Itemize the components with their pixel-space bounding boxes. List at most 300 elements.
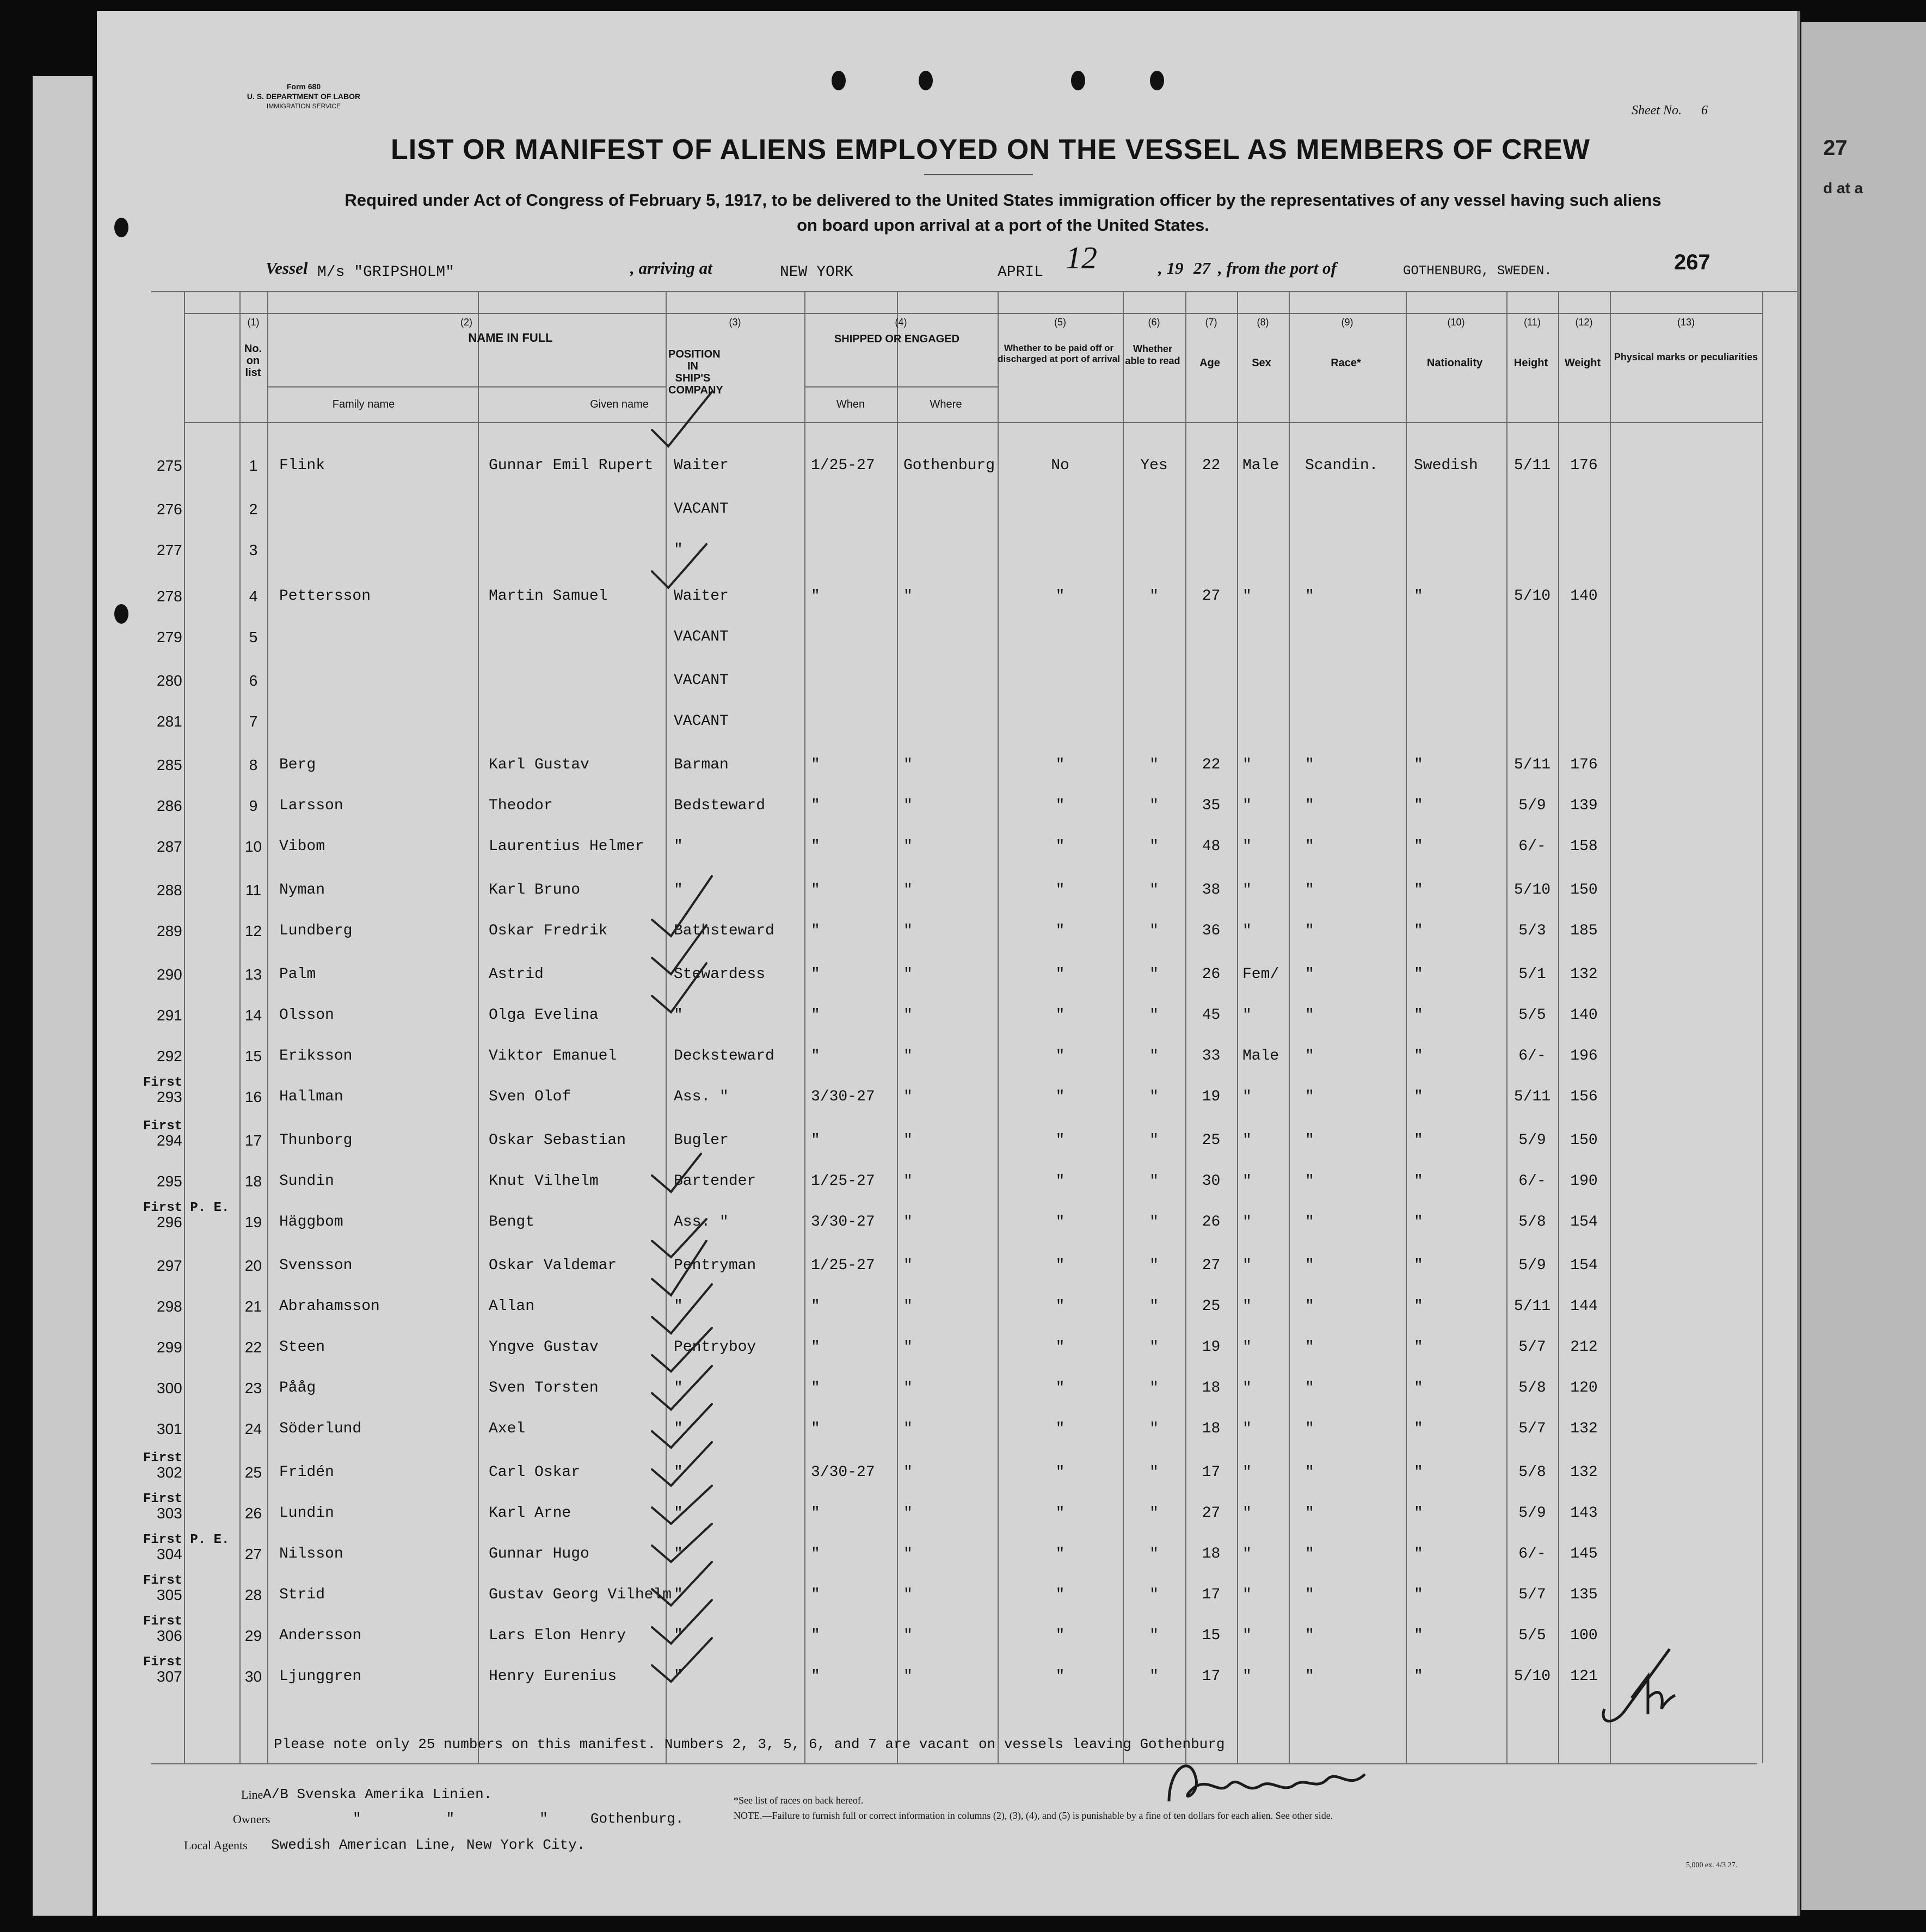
cell-nationality: Swedish bbox=[1414, 457, 1478, 474]
cell-margin-number: 293 bbox=[157, 1088, 182, 1105]
cell-race: " bbox=[1305, 756, 1314, 773]
cell-height: 6/- bbox=[1518, 1546, 1546, 1562]
cell-where-shipped: " bbox=[903, 882, 913, 899]
cell-able-to-read: " bbox=[1149, 797, 1159, 814]
cell-where-shipped: " bbox=[903, 1257, 913, 1274]
cell-age: 18 bbox=[1202, 1380, 1221, 1396]
cell-position: Pentryboy bbox=[674, 1339, 756, 1356]
cell-family-name: Nilsson bbox=[279, 1546, 343, 1562]
cell-weight: 143 bbox=[1570, 1505, 1598, 1522]
year-prefix: , 19 bbox=[1158, 259, 1184, 278]
cell-when-shipped: " bbox=[811, 1048, 820, 1065]
cell-race: " bbox=[1305, 838, 1314, 855]
cell-row-number: 5 bbox=[249, 629, 258, 645]
form-info bbox=[206, 82, 402, 111]
cell-nationality: " bbox=[1414, 1586, 1423, 1603]
cell-able-to-read: " bbox=[1149, 838, 1159, 855]
cell-able-to-read: " bbox=[1149, 1627, 1159, 1644]
cell-paid-off: " bbox=[1055, 882, 1065, 899]
cell-family-name: Lundin bbox=[279, 1505, 334, 1522]
cell-given-name: Gunnar Emil Rupert bbox=[489, 457, 654, 474]
subtitle-line-1: Required under Act of Congress of February 5, 1917, to be delivered to the United States immigration officer by the representatives of any vessel having such aliens bbox=[344, 190, 1662, 210]
cell-sex: Male bbox=[1242, 457, 1279, 474]
punch-hole bbox=[114, 604, 128, 624]
cell-race: " bbox=[1305, 1007, 1314, 1024]
column-number: (3) bbox=[729, 317, 741, 328]
cell-paid-off: " bbox=[1055, 1505, 1065, 1522]
cell-margin-number: 302 bbox=[157, 1464, 182, 1481]
cell-row-number: 24 bbox=[244, 1420, 262, 1437]
cell-paid-off: " bbox=[1055, 1546, 1065, 1562]
cell-position: " bbox=[674, 1007, 683, 1024]
punch-hole bbox=[114, 218, 128, 237]
cell-position: VACANT bbox=[674, 672, 729, 689]
cell-height: 5/9 bbox=[1518, 1132, 1546, 1149]
cell-row-number: 4 bbox=[249, 588, 258, 605]
cell-given-name: Axel bbox=[489, 1420, 526, 1437]
line-label: Line bbox=[241, 1788, 263, 1801]
cell-weight: 196 bbox=[1570, 1048, 1598, 1065]
header-sex: Sex bbox=[1252, 357, 1271, 369]
cell-height: 5/10 bbox=[1513, 588, 1551, 605]
cell-race: " bbox=[1305, 1088, 1314, 1105]
cell-position: " bbox=[674, 1505, 683, 1522]
cell-position: Decksteward bbox=[674, 1048, 774, 1065]
column-number: (12) bbox=[1575, 317, 1593, 328]
cell-weight: 156 bbox=[1570, 1088, 1598, 1105]
grid-vertical-line bbox=[1289, 291, 1290, 1763]
header-age: Age bbox=[1199, 357, 1220, 369]
cell-where-shipped: " bbox=[903, 922, 913, 939]
cell-race: " bbox=[1305, 966, 1314, 983]
cell-position: " bbox=[674, 1627, 683, 1644]
margin-note: First bbox=[143, 1614, 183, 1629]
cell-margin-number: 285 bbox=[157, 756, 182, 773]
cell-able-to-read: " bbox=[1149, 1048, 1159, 1065]
cell-family-name: Vibom bbox=[279, 838, 325, 855]
cell-race: " bbox=[1305, 797, 1314, 814]
cell-row-number: 10 bbox=[244, 838, 262, 855]
column-number: (7) bbox=[1205, 317, 1217, 328]
cell-when-shipped: " bbox=[811, 1505, 820, 1522]
cell-sex: " bbox=[1242, 588, 1252, 605]
grid-vertical-line bbox=[1762, 291, 1763, 1763]
cell-given-name: Viktor Emanuel bbox=[489, 1048, 617, 1065]
cell-row-number: 8 bbox=[249, 756, 258, 773]
cell-when-shipped: 3/30-27 bbox=[811, 1088, 875, 1105]
cell-height: 5/8 bbox=[1518, 1464, 1546, 1481]
adjacent-sheet bbox=[1801, 22, 1926, 1910]
cell-sex: " bbox=[1242, 1214, 1252, 1230]
cell-position: Barman bbox=[674, 756, 729, 773]
column-number: (10) bbox=[1447, 317, 1465, 328]
cell-margin-number: 287 bbox=[157, 838, 182, 855]
cell-age: 45 bbox=[1202, 1007, 1221, 1024]
cell-nationality: " bbox=[1414, 1007, 1423, 1024]
cell-age: 17 bbox=[1202, 1668, 1221, 1685]
cell-race: " bbox=[1305, 1546, 1314, 1562]
column-number: (1) bbox=[247, 317, 260, 328]
vessel-label: Vessel bbox=[266, 259, 308, 278]
header-physical-marks: Physical marks or peculiarities bbox=[1614, 352, 1758, 362]
cell-given-name: Oskar Fredrik bbox=[489, 922, 608, 939]
cell-position: " bbox=[674, 838, 683, 855]
cell-family-name: Andersson bbox=[279, 1627, 362, 1644]
cell-weight: 132 bbox=[1570, 1420, 1598, 1437]
grid-vertical-line bbox=[1506, 291, 1507, 1763]
cell-age: 48 bbox=[1202, 838, 1221, 855]
grid-vertical-line bbox=[1237, 291, 1238, 1763]
cell-race: " bbox=[1305, 1505, 1314, 1522]
header-able-to-read: Whether able to read bbox=[1125, 343, 1180, 366]
cell-family-name: Lundberg bbox=[279, 922, 353, 939]
header-name-in-full: NAME IN FULL bbox=[468, 331, 553, 344]
cell-height: 5/7 bbox=[1518, 1586, 1546, 1603]
punch-hole bbox=[1150, 71, 1164, 90]
cell-given-name: Theodor bbox=[489, 797, 553, 814]
cell-row-number: 22 bbox=[244, 1339, 262, 1356]
cell-able-to-read: " bbox=[1149, 1464, 1159, 1481]
grid-horizontal-line bbox=[184, 422, 1762, 423]
cell-given-name: Yngve Gustav bbox=[489, 1339, 599, 1356]
race-note: *See list of races on back hereof. bbox=[734, 1795, 864, 1806]
cell-where-shipped: " bbox=[903, 1007, 913, 1024]
cell-nationality: " bbox=[1414, 1546, 1423, 1562]
cell-age: 35 bbox=[1202, 797, 1221, 814]
cell-when-shipped: 3/30-27 bbox=[811, 1464, 875, 1481]
cell-when-shipped: " bbox=[811, 756, 820, 773]
cell-given-name: Sven Torsten bbox=[489, 1380, 599, 1396]
cell-nationality: " bbox=[1414, 1048, 1423, 1065]
header-family-name: Family name bbox=[332, 398, 395, 410]
cell-row-number: 20 bbox=[244, 1257, 262, 1274]
cell-position: " bbox=[674, 1298, 683, 1315]
cell-height: 5/8 bbox=[1518, 1380, 1546, 1396]
cell-margin-number: 275 bbox=[157, 457, 182, 474]
arriving-port: NEW YORK bbox=[780, 264, 853, 281]
cell-height: 5/10 bbox=[1513, 1668, 1551, 1685]
cell-where-shipped: " bbox=[903, 588, 913, 605]
cell-where-shipped: " bbox=[903, 1048, 913, 1065]
cell-margin-number: 303 bbox=[157, 1505, 182, 1522]
cell-paid-off: " bbox=[1055, 1173, 1065, 1190]
cell-paid-off: " bbox=[1055, 1257, 1065, 1274]
cell-family-name: Sundin bbox=[279, 1173, 334, 1190]
cell-when-shipped: " bbox=[811, 1298, 820, 1315]
grid-vertical-line bbox=[1610, 291, 1611, 1763]
cell-family-name: Larsson bbox=[279, 797, 343, 814]
cell-paid-off: " bbox=[1055, 1586, 1065, 1603]
cell-age: 30 bbox=[1202, 1173, 1221, 1190]
cell-position: Waiter bbox=[674, 588, 729, 605]
cell-paid-off: " bbox=[1055, 1132, 1065, 1149]
cell-sex: " bbox=[1242, 1627, 1252, 1644]
cell-row-number: 2 bbox=[249, 501, 258, 518]
cell-margin-number: 299 bbox=[157, 1339, 182, 1356]
cell-sex: " bbox=[1242, 1586, 1252, 1603]
department: U. S. DEPARTMENT OF LABOR bbox=[247, 92, 361, 101]
margin-note: First P. E. bbox=[143, 1201, 230, 1215]
cell-nationality: " bbox=[1414, 838, 1423, 855]
cell-margin-number: 307 bbox=[157, 1668, 182, 1685]
cell-weight: 150 bbox=[1570, 1132, 1598, 1149]
cell-paid-off: " bbox=[1055, 838, 1065, 855]
cell-given-name: Gunnar Hugo bbox=[489, 1546, 589, 1562]
cell-paid-off: " bbox=[1055, 1048, 1065, 1065]
cell-position: Bathsteward bbox=[674, 922, 774, 939]
cell-margin-number: 290 bbox=[157, 966, 182, 983]
cell-margin-number: 278 bbox=[157, 588, 182, 605]
manifest-title: LIST OR MANIFEST OF ALIENS EMPLOYED ON THE VESSEL AS MEMBERS OF CREW bbox=[391, 134, 1590, 165]
cell-position: " bbox=[674, 1586, 683, 1603]
cell-paid-off: " bbox=[1055, 756, 1065, 773]
cell-age: 17 bbox=[1202, 1464, 1221, 1481]
cell-margin-number: 300 bbox=[157, 1380, 182, 1396]
cell-margin-number: 288 bbox=[157, 882, 182, 899]
cell-family-name: Steen bbox=[279, 1339, 325, 1356]
cell-given-name: Laurentius Helmer bbox=[489, 838, 644, 855]
cell-where-shipped: " bbox=[903, 1668, 913, 1685]
manifest-subtitle bbox=[238, 188, 1768, 238]
cell-sex: " bbox=[1242, 1007, 1252, 1024]
cell-when-shipped: " bbox=[811, 966, 820, 983]
form-number: Form 680 bbox=[286, 82, 321, 91]
cell-where-shipped: " bbox=[903, 1464, 913, 1481]
cell-row-number: 6 bbox=[249, 672, 258, 689]
cell-margin-number: 281 bbox=[157, 713, 182, 730]
cell-when-shipped: " bbox=[811, 1132, 820, 1149]
cell-position: Ass. " bbox=[674, 1088, 729, 1105]
grid-vertical-line bbox=[998, 291, 999, 1763]
cell-able-to-read: " bbox=[1149, 1007, 1159, 1024]
left-scan-margin bbox=[0, 0, 97, 1932]
cell-height: 5/5 bbox=[1518, 1007, 1546, 1024]
cell-height: 5/5 bbox=[1518, 1627, 1546, 1644]
cell-weight: 100 bbox=[1570, 1627, 1598, 1644]
cell-family-name: Häggbom bbox=[279, 1214, 343, 1230]
cell-able-to-read: " bbox=[1149, 1380, 1159, 1396]
cell-race: " bbox=[1305, 1420, 1314, 1437]
cell-row-number: 11 bbox=[245, 882, 262, 899]
cell-where-shipped: " bbox=[903, 1586, 913, 1603]
grid-horizontal-line bbox=[804, 386, 998, 387]
cell-position: " bbox=[674, 1546, 683, 1562]
cell-race: " bbox=[1305, 588, 1314, 605]
cell-given-name: Astrid bbox=[489, 966, 544, 983]
cell-position: " bbox=[674, 542, 683, 558]
cell-when-shipped: " bbox=[811, 588, 820, 605]
cell-where-shipped: " bbox=[903, 1627, 913, 1644]
cell-race: " bbox=[1305, 1257, 1314, 1274]
cell-weight: 140 bbox=[1570, 1007, 1598, 1024]
cell-paid-off: " bbox=[1055, 922, 1065, 939]
cell-height: 5/9 bbox=[1518, 797, 1546, 814]
cell-age: 38 bbox=[1202, 882, 1221, 899]
cell-given-name: Olga Evelina bbox=[489, 1007, 599, 1024]
cell-age: 19 bbox=[1202, 1339, 1221, 1356]
cell-nationality: " bbox=[1414, 1257, 1423, 1274]
cell-nationality: " bbox=[1414, 922, 1423, 939]
cell-margin-number: 298 bbox=[157, 1298, 182, 1315]
cell-race: " bbox=[1305, 1173, 1314, 1190]
cell-margin-number: 294 bbox=[157, 1132, 182, 1149]
cell-paid-off: " bbox=[1055, 1380, 1065, 1396]
handwritten-initials bbox=[1588, 1644, 1681, 1736]
cell-margin-number: 292 bbox=[157, 1048, 182, 1065]
header-shipped: SHIPPED OR ENGAGED bbox=[834, 333, 960, 345]
owners-value: " " " Gothenburg. bbox=[353, 1811, 684, 1827]
cell-margin-number: 286 bbox=[157, 797, 182, 814]
cell-able-to-read: " bbox=[1149, 1298, 1159, 1315]
cell-sex: " bbox=[1242, 1132, 1252, 1149]
cell-age: 25 bbox=[1202, 1298, 1221, 1315]
cell-age: 18 bbox=[1202, 1546, 1221, 1562]
cell-family-name: Pettersson bbox=[279, 588, 371, 605]
cell-row-number: 15 bbox=[244, 1048, 262, 1065]
cell-where-shipped: " bbox=[903, 1088, 913, 1105]
cell-when-shipped: " bbox=[811, 882, 820, 899]
cell-position: Bedsteward bbox=[674, 797, 766, 814]
cell-weight: 185 bbox=[1570, 922, 1598, 939]
cell-where-shipped: " bbox=[903, 838, 913, 855]
grid-vertical-line bbox=[804, 291, 805, 1763]
cell-family-name: Strid bbox=[279, 1586, 325, 1603]
cell-weight: 132 bbox=[1570, 966, 1598, 983]
cell-race: " bbox=[1305, 1627, 1314, 1644]
cell-height: 5/11 bbox=[1513, 756, 1551, 773]
footer-rule bbox=[151, 1763, 1757, 1764]
cell-row-number: 7 bbox=[249, 713, 258, 730]
cell-position: Pentryman bbox=[674, 1257, 756, 1274]
cell-height: 6/- bbox=[1518, 1173, 1546, 1190]
cell-when-shipped: " bbox=[811, 797, 820, 814]
cell-margin-number: 297 bbox=[157, 1257, 182, 1274]
cell-race: " bbox=[1305, 1586, 1314, 1603]
cell-weight: 140 bbox=[1570, 588, 1598, 605]
subtitle-line-2: on board upon arrival at a port of the United States. bbox=[797, 216, 1209, 235]
cell-able-to-read: " bbox=[1149, 1546, 1159, 1562]
cell-margin-number: 304 bbox=[157, 1546, 182, 1562]
cell-position: " bbox=[674, 1380, 683, 1396]
cell-height: 5/11 bbox=[1513, 1298, 1551, 1315]
cell-row-number: 18 bbox=[244, 1173, 262, 1190]
cell-paid-off: " bbox=[1055, 1007, 1065, 1024]
cell-race: " bbox=[1305, 1339, 1314, 1356]
cell-position: VACANT bbox=[674, 713, 729, 730]
arrival-month: APRIL bbox=[998, 264, 1044, 281]
cell-when-shipped: " bbox=[811, 1380, 820, 1396]
cell-able-to-read: " bbox=[1149, 1088, 1159, 1105]
cell-height: 5/10 bbox=[1513, 882, 1551, 899]
cell-given-name: Gustav Georg Vilhelm bbox=[489, 1586, 672, 1603]
cell-given-name: Sven Olof bbox=[489, 1088, 571, 1105]
cell-given-name: Bengt bbox=[489, 1214, 535, 1230]
header-when: When bbox=[836, 398, 865, 410]
cell-age: 33 bbox=[1202, 1048, 1221, 1065]
cell-given-name: Knut Vilhelm bbox=[489, 1173, 599, 1190]
cell-weight: 144 bbox=[1570, 1298, 1598, 1315]
punch-hole bbox=[832, 71, 846, 90]
cell-age: 15 bbox=[1202, 1627, 1221, 1644]
cell-able-to-read: " bbox=[1149, 1420, 1159, 1437]
cell-weight: 120 bbox=[1570, 1380, 1598, 1396]
cell-sex: " bbox=[1242, 1505, 1252, 1522]
from-port: GOTHENBURG, SWEDEN. bbox=[1403, 264, 1552, 279]
cell-weight: 132 bbox=[1570, 1464, 1598, 1481]
cell-when-shipped: 1/25-27 bbox=[811, 1257, 875, 1274]
cell-able-to-read: " bbox=[1149, 922, 1159, 939]
cell-weight: 154 bbox=[1570, 1257, 1598, 1274]
cell-height: 5/9 bbox=[1518, 1257, 1546, 1274]
grid-vertical-line bbox=[478, 291, 479, 1763]
cell-nationality: " bbox=[1414, 1464, 1423, 1481]
cell-sex: " bbox=[1242, 1173, 1252, 1190]
cell-when-shipped: 3/30-27 bbox=[811, 1214, 875, 1230]
cell-where-shipped: " bbox=[903, 1505, 913, 1522]
cell-row-number: 25 bbox=[244, 1464, 262, 1481]
cell-where-shipped: " bbox=[903, 1214, 913, 1230]
cell-position: Waiter bbox=[674, 457, 729, 474]
agents-label: Local Agents bbox=[184, 1838, 248, 1852]
cell-age: 26 bbox=[1202, 966, 1221, 983]
adjacent-sheet-strip bbox=[33, 76, 93, 1916]
margin-note: First bbox=[143, 1451, 183, 1466]
cell-age: 17 bbox=[1202, 1586, 1221, 1603]
cell-where-shipped: " bbox=[903, 966, 913, 983]
cell-weight: 145 bbox=[1570, 1546, 1598, 1562]
year-suffix: 27 bbox=[1193, 259, 1210, 278]
cell-given-name: Karl Arne bbox=[489, 1505, 571, 1522]
cell-row-number: 23 bbox=[244, 1380, 262, 1396]
cell-nationality: " bbox=[1414, 1214, 1423, 1230]
cell-when-shipped: " bbox=[811, 1546, 820, 1562]
cell-margin-number: 305 bbox=[157, 1586, 182, 1603]
cell-able-to-read: " bbox=[1149, 882, 1159, 899]
cell-sex: " bbox=[1242, 1546, 1252, 1562]
cell-family-name: Svensson bbox=[279, 1257, 353, 1274]
cell-age: 26 bbox=[1202, 1214, 1221, 1230]
cell-row-number: 28 bbox=[244, 1586, 262, 1603]
cell-where-shipped: " bbox=[903, 1339, 913, 1356]
cell-margin-number: 306 bbox=[157, 1627, 182, 1644]
cell-weight: 154 bbox=[1570, 1214, 1598, 1230]
punch-hole bbox=[919, 71, 933, 90]
cell-age: 36 bbox=[1202, 922, 1221, 939]
adjacent-sheet-number: 27 bbox=[1823, 136, 1848, 160]
cell-height: 5/3 bbox=[1518, 922, 1546, 939]
vessel-name: M/s "GRIPSHOLM" bbox=[317, 264, 455, 281]
cell-where-shipped: " bbox=[903, 797, 913, 814]
cell-nationality: " bbox=[1414, 797, 1423, 814]
cell-paid-off: " bbox=[1055, 1214, 1065, 1230]
cell-margin-number: 296 bbox=[157, 1214, 182, 1230]
column-number: (4) bbox=[895, 317, 907, 328]
manifest-sheet bbox=[97, 11, 1800, 1916]
header-height: Height bbox=[1513, 357, 1548, 369]
cell-able-to-read: " bbox=[1149, 1586, 1159, 1603]
cell-nationality: " bbox=[1414, 588, 1423, 605]
cell-family-name: Hallman bbox=[279, 1088, 343, 1105]
cell-nationality: " bbox=[1414, 1339, 1423, 1356]
cell-when-shipped: 1/25-27 bbox=[811, 1173, 875, 1190]
header-position: POSITION IN SHIP'S COMPANY bbox=[668, 348, 723, 396]
cell-given-name: Martin Samuel bbox=[489, 588, 608, 605]
cell-row-number: 12 bbox=[244, 922, 262, 939]
cell-sex: " bbox=[1242, 1298, 1252, 1315]
cell-age: 27 bbox=[1202, 1505, 1221, 1522]
cell-row-number: 30 bbox=[244, 1668, 262, 1685]
cell-family-name: Thunborg bbox=[279, 1132, 353, 1149]
